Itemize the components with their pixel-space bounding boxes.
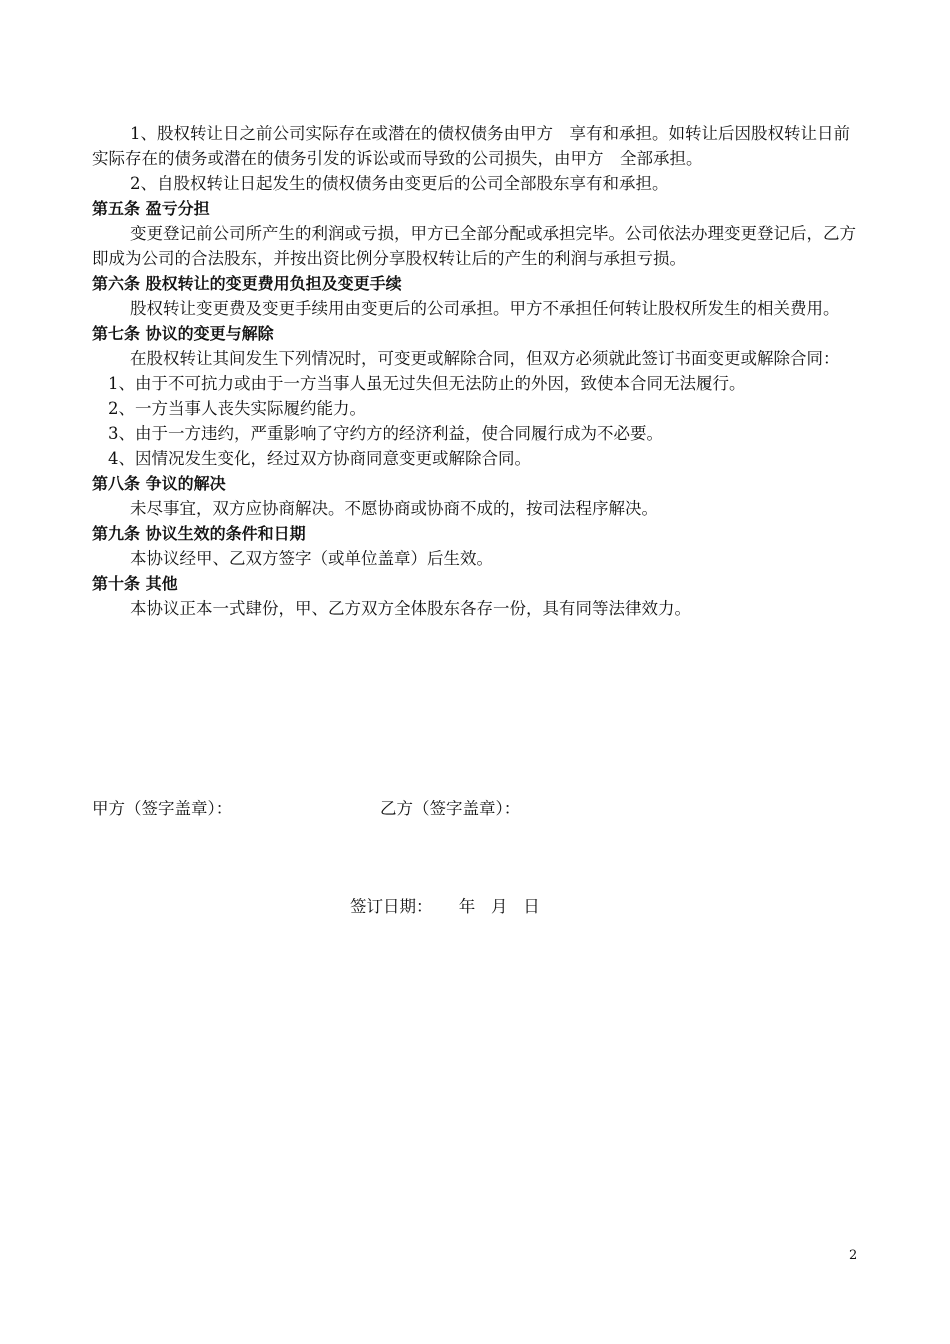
article-7-item-1: 1、由于不可抗力或由于一方当事人虽无过失但无法防止的外因，致使本合同无法履行。: [108, 374, 746, 393]
article-8-heading: 第八条 争议的解决: [92, 474, 226, 493]
article-10-body: 本协议正本一式肆份，甲、乙方双方全体股东各存一份，具有同等法律效力。: [130, 599, 691, 618]
article-6-body: 股权转让变更费及变更手续用由变更后的公司承担。甲方不承担任何转让股权所发生的相关费用。: [130, 299, 840, 318]
article-5-heading: 第五条 盈亏分担: [92, 199, 210, 218]
article-9-body: 本协议经甲、乙双方签字（或单位盖章）后生效。: [130, 549, 493, 568]
signature-party-b: 乙方（签字盖章）：: [380, 799, 521, 818]
paragraph-debt-before-transfer: 1、股权转让日之前公司实际存在或潜在的债权债务由甲方 享有和承担。如转让后因股权转让日前实际存在的债务或潜在的债务引发的诉讼或而导致的公司损失，由甲方 全部承担。: [92, 124, 850, 168]
article-9-heading: 第九条 协议生效的条件和日期: [92, 524, 306, 543]
signature-party-a: 甲方（签字盖章）：: [92, 799, 233, 818]
article-7-body: 在股权转让其间发生下列情况时，可变更或解除合同，但双方必须就此签订书面变更或解除合同：: [130, 349, 840, 368]
article-7-item-3: 3、由于一方违约，严重影响了守约方的经济利益，使合同履行成为不必要。: [108, 424, 663, 443]
signing-date: 签订日期： 年 月 日: [350, 897, 540, 916]
article-7-item-2: 2、一方当事人丧失实际履约能力。: [108, 399, 366, 418]
page-number: 2: [849, 1248, 858, 1263]
document-body: [92, 121, 860, 621]
article-8-body: 未尽事宜，双方应协商解决。不愿协商或协商不成的，按司法程序解决。: [130, 499, 658, 518]
article-10-heading: 第十条 其他: [92, 574, 178, 593]
article-6-heading: 第六条 股权转让的变更费用负担及变更手续: [92, 274, 402, 293]
article-5-body: 变更登记前公司所产生的利润或亏损，甲方已全部分配或承担完毕。公司依法办理变更登记后，乙方即成为公司的合法股东，并按出资比例分享股权转让后的产生的利润与承担亏损。: [92, 224, 856, 268]
article-7-item-4: 4、因情况发生变化，经过双方协商同意变更或解除合同。: [108, 449, 531, 468]
paragraph-debt-after-transfer: 2、自股权转让日起发生的债权债务由变更后的公司全部股东享有和承担。: [130, 174, 669, 193]
article-7-heading: 第七条 协议的变更与解除: [92, 324, 274, 343]
